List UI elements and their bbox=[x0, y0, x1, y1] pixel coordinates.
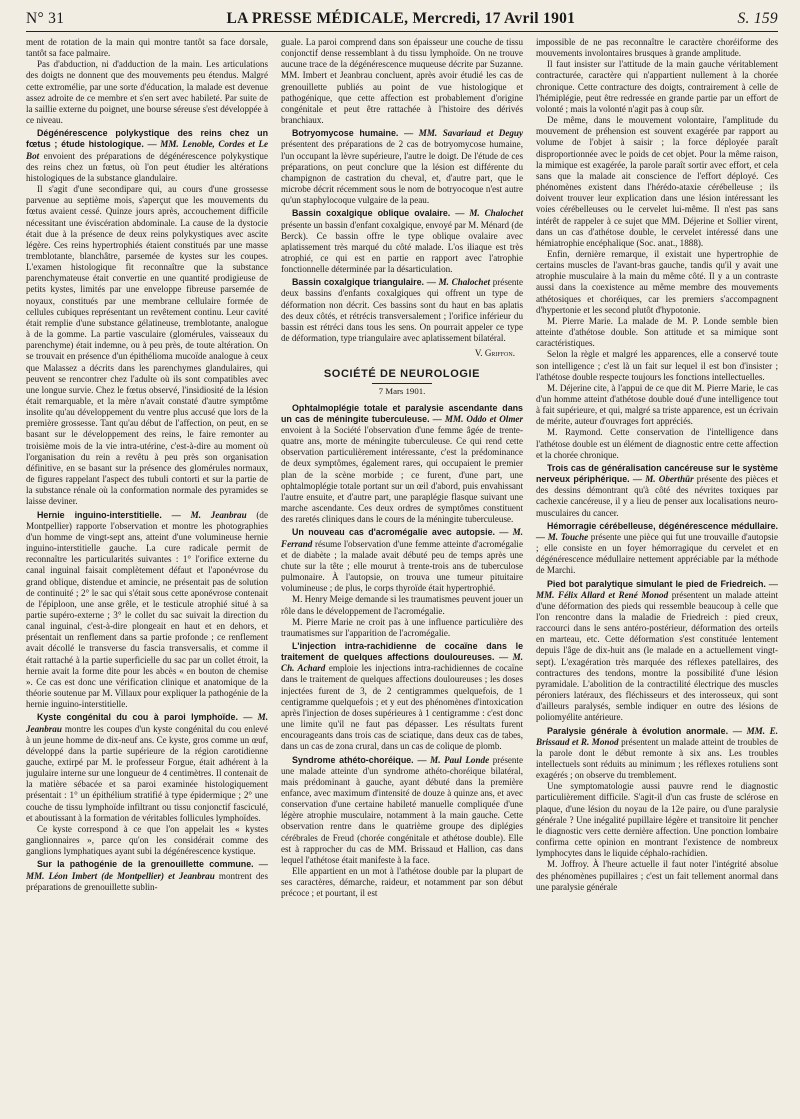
article-paragraph bbox=[536, 726, 778, 782]
article-authors: — M. Touche bbox=[536, 531, 591, 542]
article-body: présentent un malade atteint de troubles de la parole dont le début remonte à six ans. Les troubles intellectuels sont réduits au minimum ; les réflexes rotuliens sont exagérés ; on observe du tremblement. bbox=[536, 736, 778, 781]
article-heading: Kyste congénital du cou à paroi lymphoïde. bbox=[37, 712, 244, 723]
article-authors: — MM. E. Brissaud et R. Monod bbox=[536, 725, 778, 747]
section-heading: SOCIÉTÉ DE NEUROLOGIE bbox=[323, 368, 481, 381]
article-heading: Paralysie générale à évolution anormale. bbox=[547, 725, 733, 736]
article-heading: Hémorragie cérébelleuse, dégénérescence médullaire. bbox=[547, 520, 778, 531]
article-paragraph bbox=[26, 128, 268, 184]
article-authors: — MM. Félix Allard et René Monod bbox=[536, 578, 778, 600]
article-body: montre les coupes d'un kyste congénital du cou enlevé à un jeune homme de dix-neuf ans. Ce kyste, gros comme un œuf, développé dans la partie supérieure de la région carotidienne gauche, extirpé par M. le professeur Forgue, était adhérent à la jugulaire interne sur une longueur de 4 centimètres. Il contenait de la matière sébacée et sa paroi examinée histologiquement présentait : 1° un épithélium stratifié à type épidermique ; 2° une couche de tissu lymphoïde infiltrant ou tissu conjonctif fasciculé, et aboutissant à la formation de véritables follicules lymphoïdes. bbox=[26, 723, 269, 823]
column-right bbox=[536, 37, 778, 1117]
article-heading: Syndrome athéto-choréique. bbox=[292, 754, 418, 765]
paragraph: De même, dans le mouvement volontaire, l'amplitude du mouvement de préhension est souvent exagérée par rapport au volume de l'objet à saisir ; la force déployée paraît disproportionnée avec le poids de cet objet. Pour la même raison, la mimique est exagérée, la parole paraît sortir avec effort, et cela sans que la malade ait conscience de l'effort déployé. Ces phénomènes existent dans l'hérédo-ataxie cérébelleuse ; ils doivent trouver leur explication dans une lésion intéressant les voies cérébelleuses ou le cervelet lui-même. Il n'est pas sans intérêt de rappeler à ce sujet que MM. Déjerine et Sollier virent, dans un cas d'athétose double, le cervelet intéressé dans une hémiatrophie encéphalique (Soc. anat., 1888). bbox=[536, 115, 778, 248]
article-heading: L'injection intra-rachidienne de cocaïne dans le traitement de quelques affections douloureuses. bbox=[281, 640, 523, 663]
article-body: présente une pièce qui fut une trouvaille d'autopsie ; elle consiste en un foyer hémorragique du cervelet et en dégénérescence médullaire nettement appréciable par la méthode de Marchi. bbox=[536, 531, 778, 576]
article-authors: — MM. Oddo et Olmer bbox=[432, 413, 523, 424]
article-authors: — M. Jeanbrau bbox=[26, 712, 268, 734]
article-paragraph bbox=[281, 208, 523, 275]
paragraph: Une symptomatologie aussi pauvre rend le diagnostic particulièrement difficile. S'agit-il d'un cas fruste de sclérose en plaque, d'une lésion du noyau de la 12e paire, ou d'une paralysie générale ? Une inégalité pupillaire légère et transitoire lit pencher le diagnostic vers cette dernière affection. Une ponction lombaire confirma cette opinion en montrant l'existence de nombreux lymphocytes dans le liquide céphalo-rachidien. bbox=[536, 781, 778, 859]
article-heading: Hernie inguino-interstitielle. bbox=[37, 509, 172, 520]
article-authors: — M. Paul Londe bbox=[417, 754, 493, 765]
section-rule bbox=[372, 383, 432, 384]
section-date: 7 Mars 1901. bbox=[378, 385, 426, 396]
article-heading: Bassin coxalgique triangulaire. bbox=[292, 277, 427, 288]
signature: V. Griffon. bbox=[474, 348, 515, 359]
article-body: montrent des préparations de grenouillette sublin- bbox=[26, 870, 268, 892]
article-heading: Un nouveau cas d'acromégalie avec autopsie. bbox=[292, 527, 500, 538]
page-folio: S. 159 bbox=[737, 10, 778, 27]
paragraph: guale. La paroi comprend dans son épaisseur une couche de tissu conjonctif dense ressemblant à du tissu lymphoïde. On ne trouve aucune trace de la dégénérescence muqueuse décrite par Suzanne. MM. Imbert et Jeanbrau concluent, après avoir étudié les cas de grenouillette publiés au point de vue histologique et pathogénique, que cette affection est probablement d'origine congénitale et peut être rattachée à l'histoire des dérivés branchiaux. bbox=[281, 37, 523, 126]
article-heading: Ophtalmoplégie totale et paralysie ascendante dans un cas de méningite tuberculeuse. bbox=[281, 402, 523, 424]
article-body: présente deux bassins d'enfants coxalgiques qui offrent un type de déformation non décrit. Ces bassins sont du haut en bas aplatis des deux côtés, et rétrécis transversalement ; l'orifice inférieur du bassin est rétréci dans tous les sens. On pourrait appeler ce type de déformation, type triangulaire avec aplatissement bilatéral. bbox=[281, 277, 523, 344]
article-body: envoient à la Société l'observation d'une femme âgée de trente-quatre ans, morte de méningite tuberculeuse. Ce qui rend cette observation particulièrement intéressante, c'est la prédominance de deux symptômes, également rares, qui occupaient le premier plan de la scène morbide ; ce furent, d'une part, une ophtalmoplégie totale portant sur un œil d'abord, puis envahissant l'autre ensuite, et d'autre part, une paraplégie flasque suivant une marche ascendante. Ces deux ordres de symptômes constituent des raretés cliniques dans le cours de la méningite tuberculeuse. bbox=[281, 425, 523, 525]
article-paragraph bbox=[536, 463, 778, 519]
article-authors: — M. Ch. Achard bbox=[281, 652, 523, 674]
article-authors: — M. Chalochet bbox=[455, 208, 523, 219]
publication-title: LA PRESSE MÉDICALE, Mercredi, 17 Avril 1901 bbox=[226, 10, 576, 27]
paragraph: Pas d'abduction, ni d'adduction de la main. Les articulations des doigts ne donnent que des mouvements peu étendus. Malgré cette extromélie, par une sorte d'éducation, la malade est devenue assez adroite de ce membre et s'en sert avec habileté. Par suite de la saillie externe du poignet, une bourse séreuse s'est développée à ce niveau. bbox=[26, 59, 268, 126]
article-body: présente une malade atteinte d'un syndrome athéto-choréique bilatéral, mais prédominant à gauche, ayant débuté dans la première enfance, avec maximum d'intensité de douze à quinze ans, et avec conservation d'une certaine habileté manuelle compliquée d'une légère atrophie musculaire, notamment à la main gauche. Cette observation rentre dans le quatrième groupe des diplégies cérébrales de Freud (chorée congénitale et athétose double). Elle est à rapprocher du cas de MM. Brissaud et Hallion, cas dans lequel l'athétose était manifeste à la face. bbox=[281, 754, 523, 865]
article-paragraph bbox=[281, 755, 523, 867]
paragraph: M. Pierre Marie ne croit pas à une influence particulière des traumatismes sur l'apparition de l'acromégalie. bbox=[281, 616, 523, 638]
article-authors: — MM. Lenoble, Cordes et Le Bot bbox=[26, 139, 268, 161]
article-body: résume l'observation d'une femme atteinte d'acromégalie et de diabète ; la malade avait débuté peu de temps après une chute sur la tête ; elle mourut à trente-trois ans de tuberculose pulmonaire. À l'autopsie, on trouva une tumeur pituitaire volumineuse ; de plus, le corps thyroïde était hypertrophié. bbox=[281, 538, 523, 594]
article-authors: — M. Oberthür bbox=[632, 474, 697, 485]
article-body: emploie les injections intra-rachidiennes de cocaïne dans le traitement de quelques affections douloureuses ; les doses injectées furent de 3, de 2 centigrammes quelquefois, de 1 centigramme quelquefois ; et y eut des phénomènes d'intoxication après l'injection de doses supérieures à 1 centigramme : c'est donc une limite qu'il ne faut pas dépasser. Les résultats furent encourageants dans trois cas de sciatique, dans deux cas de tabes, dans un cas de zona crural, dans un cas de colique de plomb. bbox=[281, 663, 523, 752]
article-paragraph bbox=[281, 527, 523, 594]
article-authors: — M. Chalochet bbox=[426, 277, 493, 288]
page-header bbox=[26, 10, 778, 32]
article-body: présente des pièces et des dessins démontrant qu'à côté des névrites toxiques par cachexie cancéreuse, il y a lieu de penser aux localisations neuro-musculaires du cancer. bbox=[536, 474, 778, 518]
article-heading: Sur la pathogénie de la grenouillette commune. bbox=[37, 859, 259, 870]
paragraph: Il faut insister sur l'attitude de la main gauche véritablement contracturée, caractère qui n'appartient nullement à la chorée chronique. Cette contracture des doigts, contrairement à celle de l'hémiplégie, peut être redressée en grande partie par un effort de volonté ; mais la volonté n'agit pas à coup sûr. bbox=[536, 59, 778, 114]
column-middle bbox=[281, 37, 523, 1117]
article-body: présentent un malade atteint d'une déformation des pieds qui ressemble beaucoup à celle que l'on rencontre dans la maladie de Friedreich : pied creux, raccourci dans le sens antéro-postérieur, déformation des orteils en marteau, etc. Cette déformation s'est constituée lentement depuis l'âge de dix-huit ans (le malade en a actuellement vingt-sept). L'exagération très marquée des réflexes patellaires, des contractures des tendons, montre la possibilité d'une lésion pyramidale. L'abolition de la contractilité électrique des muscles péroniers latéraux, des fléchisseurs et des interosseux, qui sont d'ailleurs paralysés, semble indiquer en outre des lésions de poliomyélite antérieure. bbox=[536, 589, 778, 723]
paragraph: M. Joffroy. À l'heure actuelle il faut noter l'intégrité absolue des phénomènes pupillaires ; c'est un fait tellement anormal dans une paralysie générale bbox=[536, 859, 778, 892]
text-columns bbox=[26, 37, 778, 1117]
paragraph: ment de rotation de la main qui montre tantôt sa face dorsale, tantôt sa face palmaire. bbox=[26, 37, 268, 59]
paragraph: M. Henry Meige demande si les traumatismes peuvent jouer un rôle dans le développement de l'acromégalie. bbox=[281, 594, 523, 616]
issue-number: N° 31 bbox=[26, 10, 65, 27]
article-body: présentent des préparations de 2 cas de botryomycose humaine, l'un occupant la lèvre supérieure, l'autre le doigt. De l'étude de ces préparations, on peut conclure que la lésion est différente du champignon de castration du cheval, et, d'autre part, que le microbe décrit récemment sous le nom de botryocoque n'est autre qu'un staphylocoque vulgaire de la peau. bbox=[281, 139, 523, 206]
article-paragraph bbox=[281, 277, 523, 344]
article-paragraph bbox=[536, 579, 778, 724]
article-authors: — MM. Léon Imbert (de Montpellier) et Jeanbrau bbox=[26, 859, 268, 881]
article-heading: Pied bot paralytique simulant le pied de Friedreich. bbox=[547, 578, 769, 589]
article-body: envoient des préparations de dégénérescence polykystique des reins chez un fœtus, où l'on peut étudier les altérations histologiques de la substance glandulaire. bbox=[26, 150, 269, 183]
article-heading: Trois cas de généralisation cancéreuse sur le système nerveux périphérique. bbox=[536, 462, 778, 485]
article-heading: Botryomycose humaine. bbox=[292, 128, 405, 139]
article-paragraph bbox=[26, 712, 268, 824]
paragraph: M. Pierre Marie. La malade de M. P. Londe semble bien atteinte d'athétose double. Son attitude et sa mimique sont caractéristiques. bbox=[536, 315, 778, 349]
article-heading: Bassin coxalgique oblique ovalaire. bbox=[292, 208, 456, 219]
paragraph: M. Déjerine cite, à l'appui de ce que dit M. Pierre Marie, le cas d'un homme atteint d'athétose double doué d'une intelligence tout à fait supérieure, et qui, malgré sa triste apparence, est un écrivain de mérite, auteur d'ouvrages fort appréciés. bbox=[536, 382, 778, 427]
article-heading: Dégénérescence polykystique des reins chez un fœtus ; étude histologique. bbox=[26, 128, 268, 150]
article-paragraph bbox=[26, 510, 268, 711]
paragraph: Ce kyste correspond à ce que l'on appelait les « kystes ganglionnaires », parce qu'on les considérait comme des ganglions lymphatiques ayant subi la dégénérescence kystique. bbox=[26, 823, 268, 857]
paragraph: impossible de ne pas reconnaître le caractère choréiforme des mouvements involontaires brusques à grande amplitude. bbox=[536, 37, 778, 59]
article-authors: — MM. Savariaud et Deguy bbox=[404, 128, 524, 139]
article-authors: — M. Ferrand bbox=[281, 527, 523, 549]
column-left bbox=[26, 37, 268, 1117]
paragraph: M. Raymond. Cette conservation de l'intelligence dans l'athétose double est un élément de diagnostic entre cette affection et la chorée chronique. bbox=[536, 427, 778, 460]
paragraph: Il s'agit d'une secondipare qui, au cours d'une grossesse parvenue au septième mois, s'aperçut que les mouvements du fœtus avaient cessé. Quinze jours après, accouchement difficile nécessitant une éviscération abdominale. La cause de la dystocie était due à la présence de deux reins polykystiques avec ascite légère. Ces reins hypertrophiés étaient constitués par une masse tremblotante, blanchâtre, parsemée de kystes sur les coupes. L'examen histologique fit reconnaître que la substance parenchymateuse était convertie en une quantité prodigieuse de petits kystes, limités par une enveloppe fibreuse parsemée de noyaux, constitués par une membrane cellulaire formée de cellules cubiques représentant un revêtement continu. Leur cavité était remplie d'une substance gélatineuse, tremblotante, analogue à de la gomme. La partie vasculaire (glomérules, vaisseaux du parenchyme) était indemne, ou à peu près, de toute altération. On se trouvait en présence d'un épithélioma mucoïde analogue à ceux que Malassez a décrits dans les parenchymes glandulaires, qui peuvent se rencontrer chez l'adulte où ils sont compatibles avec une longue survie. Chez le fœtus observé, l'insidiosité de la lésion était remarquable, et la mère n'avait constaté d'autre symptôme insolite qu'au développement du ventre plus accusé que lors de la première grossesse. Tant qu'au début de l'affection, on peut, en se basant sur le développement des reins, le faire remonter au troisième mois de la vie intra-utérine, c'est-à-dire au moment où l'organisation du rein a revêtu à peu près son organisation définitive, en se basant sur la présence des glomérules normaux, de figures rappelant l'aspect des tubuli contorti et sur la partie de la substance rénale où la conformation normale des pyramides se laisse deviner. bbox=[26, 184, 268, 507]
article-paragraph bbox=[26, 859, 268, 892]
article-paragraph bbox=[281, 128, 523, 206]
article-paragraph bbox=[281, 641, 523, 753]
paragraph: Selon la règle et malgré les apparences, elle a conservé toute son intelligence ; c'est là un fait sur lequel il est bon d'insister ; l'athétose double respecte toujours les fonctions intellectuelles. bbox=[536, 349, 778, 382]
article-body: (de Montpellier) rapporte l'observation et montre les photographies d'un homme de vingt-sept ans, atteint d'une volumineuse hernie inguino-interstitielle gauche. La cure radicale permit de reconnaître les particularités suivantes : 1° l'orifice externe du canal inguinal faisait complètement défaut et l'aponévrose du grand oblique, distendue et amincie, ne présentait pas de solution de continuité ; 2° le sac qui s'était sous cette aponévrose contenait de l'épiploon, une anse grêle, et le testicule atrophié situé à sa partie supéro-externe ; 3° le collet du sac suivait la direction du canal inguinal, c'est-à-dire plongeait en haut et en dehors, et présentait un renflement dans sa partie profonde ; ce renflement avait décollé le transverse du fascia transversalis, et comme il était rattaché à la partie superficielle du sac par un collet étroit, la hernie avait la forme dite pour les abcès « en bouton de chemise ». Ce cas est donc une vérification clinique et anatomique de la théorie soutenue par M. Villaux pour expliquer la pathogénie de la hernie inguino-interstitielle. bbox=[26, 509, 269, 710]
paragraph: Enfin, dernière remarque, il existait une hypertrophie de certains muscles de l'avant-bras gauche, tandis qu'il y avait une atrophie musculaire à la main du même côté. Il y a un contraste aussi dans la coexistence au même membre des mouvements athétosiques et choréiques, car les premiers s'accompagnent d'hypertonie et les second plutôt d'hypotonie. bbox=[536, 248, 778, 315]
paragraph: Elle appartient en un mot à l'athétose double par la plupart de ses caractères, démarche, raideur, et notamment par son début précoce ; et pourtant, il est bbox=[281, 866, 523, 899]
article-paragraph bbox=[281, 403, 523, 526]
article-paragraph bbox=[536, 521, 778, 577]
article-authors: — M. Jeanbrau bbox=[171, 509, 257, 520]
article-body: présente un bassin d'enfant coxalgique, envoyé par M. Ménard (de Berck). Ce bassin offre le type oblique ovalaire avec aplatissement très marqué du côté malade. L'os iliaque est très atrophié, ce qui est en partie en rapport avec l'atrophie fonctionnelle déterminée par la désarticulation. bbox=[281, 219, 523, 275]
